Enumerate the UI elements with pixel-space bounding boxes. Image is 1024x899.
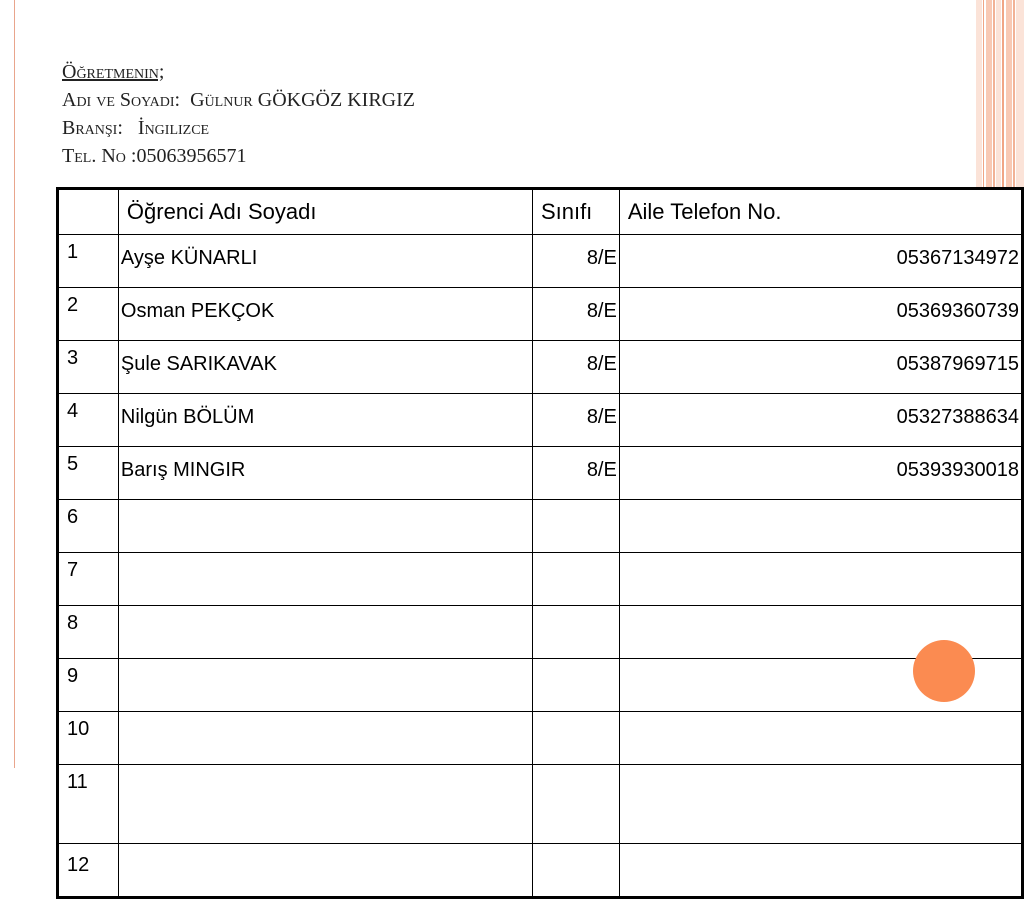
header-number (58, 189, 119, 235)
family-phone: 05369360739 (619, 288, 1022, 341)
table-row (58, 235, 1023, 288)
student-class: 8/E (532, 341, 619, 394)
family-phone (619, 500, 1022, 553)
family-phone (619, 712, 1022, 765)
student-name: Barış MINGIR (118, 447, 532, 500)
teacher-heading: Öğretmenin; (62, 61, 165, 83)
branch-value: İngilizce (137, 117, 210, 139)
family-phone: 05327388634 (619, 394, 1022, 447)
student-name: Nilgün BÖLÜM (118, 394, 532, 447)
student-class (532, 659, 619, 712)
decor-circle (913, 640, 975, 702)
student-table (56, 187, 1024, 899)
row-number: 12 (58, 844, 119, 898)
teacher-first-name: Gülnur (190, 89, 253, 111)
header-student-name: Öğrenci Adı Soyadı (118, 189, 532, 235)
left-border-rule (14, 0, 15, 768)
family-phone (619, 844, 1022, 898)
table-row (58, 500, 1023, 553)
table-row (58, 606, 1023, 659)
row-number: 5 (58, 447, 119, 500)
row-number: 3 (58, 341, 119, 394)
family-phone: 05387969715 (619, 341, 1022, 394)
row-number: 6 (58, 500, 119, 553)
student-class (532, 712, 619, 765)
row-number: 11 (58, 765, 119, 844)
header-class: Sınıfı (532, 189, 619, 235)
student-class (532, 500, 619, 553)
student-class (532, 553, 619, 606)
row-number: 1 (58, 235, 119, 288)
student-class: 8/E (532, 394, 619, 447)
family-phone (619, 553, 1022, 606)
header-family-phone: Aile Telefon No. (619, 189, 1022, 235)
tel-value: 05063956571 (136, 145, 247, 167)
table-row (58, 447, 1023, 500)
student-name (118, 765, 532, 844)
teacher-info (62, 58, 415, 170)
student-name (118, 712, 532, 765)
family-phone (619, 765, 1022, 844)
student-name (118, 606, 532, 659)
table-row (58, 659, 1023, 712)
student-class: 8/E (532, 235, 619, 288)
tel-label: Tel. No : (62, 145, 137, 167)
branch-label: Branşı: (62, 117, 123, 139)
name-label: Adı ve Soyadı: (62, 89, 181, 111)
table-row (58, 844, 1023, 898)
table-header-row (58, 189, 1023, 235)
table-row (58, 712, 1023, 765)
student-name (118, 553, 532, 606)
student-name (118, 500, 532, 553)
student-class (532, 765, 619, 844)
student-class (532, 606, 619, 659)
student-name: Ayşe KÜNARLI (118, 235, 532, 288)
row-number: 7 (58, 553, 119, 606)
teacher-last-name: GÖKGÖZ KIRGIZ (257, 89, 415, 111)
family-phone: 05393930018 (619, 447, 1022, 500)
row-number: 9 (58, 659, 119, 712)
row-number: 4 (58, 394, 119, 447)
student-name: Şule SARIKAVAK (118, 341, 532, 394)
student-name (118, 844, 532, 898)
table-row (58, 394, 1023, 447)
row-number: 10 (58, 712, 119, 765)
student-name: Osman PEKÇOK (118, 288, 532, 341)
row-number: 2 (58, 288, 119, 341)
table-row (58, 765, 1023, 844)
table-row (58, 341, 1023, 394)
student-class: 8/E (532, 447, 619, 500)
student-class: 8/E (532, 288, 619, 341)
table-row (58, 553, 1023, 606)
student-name (118, 659, 532, 712)
row-number: 8 (58, 606, 119, 659)
family-phone: 05367134972 (619, 235, 1022, 288)
table-row (58, 288, 1023, 341)
student-class (532, 844, 619, 898)
